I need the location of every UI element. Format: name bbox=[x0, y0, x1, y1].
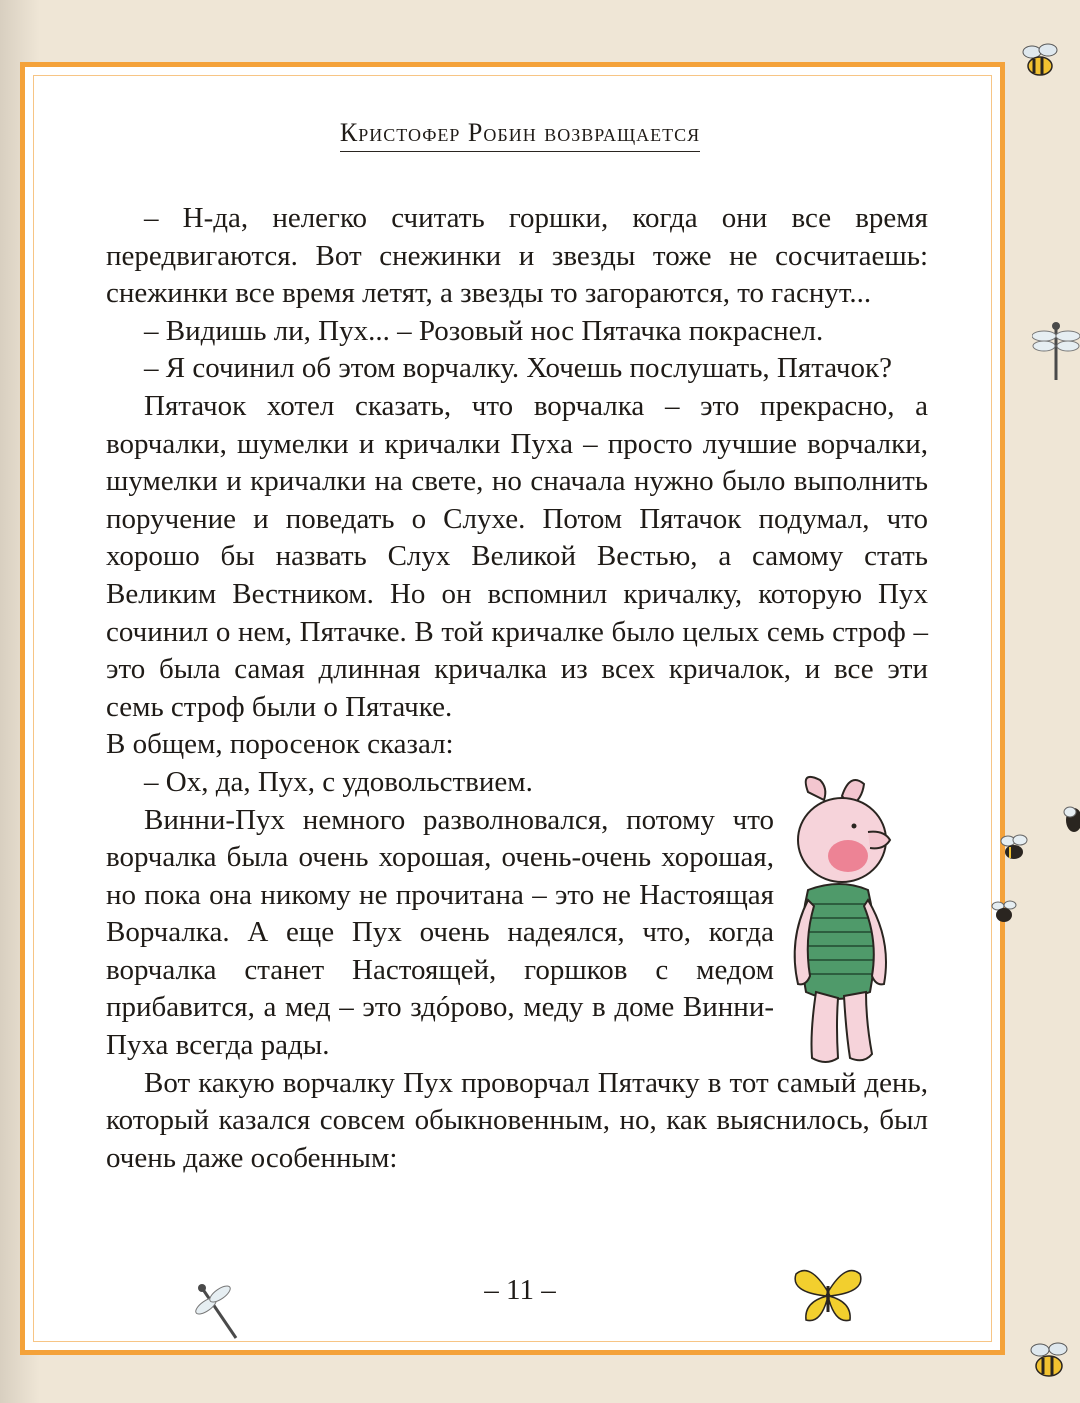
bee-icon bbox=[1018, 40, 1062, 80]
paragraph: В общем, поросенок сказал: bbox=[106, 728, 454, 761]
paragraph: Пятачок хотел сказать, что ворчалка – это прекрасно, а ворчалки, шумелки и кричалки Пуха – просто лучшие ворчалки, шумелки и кричалки на свете, но сначала нужно было выполнить поручение и поведать о Слухе. Потом Пятачок подумал, что хорошо бы назвать Слух Великой Вестью, а самому стать Великим Вестником. Но он вспомнил кричалку, которую Пух сочинил о нем, Пятачке. В той кричалке было целых семь строф – это была самая длинная кричалка из всех кричалок, и все эти семь строф были о Пятачке. bbox=[106, 389, 928, 723]
running-title: Кристофер Робин возвращается bbox=[340, 118, 700, 152]
bee-icon bbox=[998, 832, 1032, 862]
running-header bbox=[0, 118, 1040, 148]
paragraph: – Н-да, нелегко считать горшки, когда они все время передвигаются. Вот снежинки и звезды тоже не сосчитаешь: снежинки все время летят, а звезды то загораются, то гаснут... bbox=[106, 202, 928, 310]
paragraph: – Ох, да, Пух, с удовольствием. bbox=[144, 765, 533, 798]
piglet-illustration bbox=[780, 770, 900, 1080]
bee-icon bbox=[990, 898, 1018, 924]
page-number: – 11 – bbox=[484, 1274, 556, 1306]
paragraph: Вот какую ворчалку Пух проворчал Пятачку в тот самый день, который казался совсем обыкновенным, но, как выяснилось, был очень даже особенным: bbox=[106, 1066, 928, 1174]
paragraph: – Я сочинил об этом ворчалку. Хочешь послушать, Пятачок? bbox=[144, 352, 892, 385]
dragonfly-icon bbox=[1032, 318, 1080, 382]
bee-icon bbox=[1026, 1338, 1072, 1382]
paragraph: – Видишь ли, Пух... – Розовый нос Пятачка покраснел. bbox=[144, 314, 824, 347]
paragraph: Винни-Пух немного разволновался, потому что ворчалка была очень хорошая, очень-очень хорошая, но пока она никому не прочитана – это не Настоящая Ворчалка. А еще Пух очень надеялся, что, когда ворчалка станет Настоящей, горшков с медом прибавится, а мед – это здóрово, меду в доме Винни-Пуха всегда рады. bbox=[106, 803, 774, 1062]
bee-icon bbox=[1060, 800, 1080, 840]
